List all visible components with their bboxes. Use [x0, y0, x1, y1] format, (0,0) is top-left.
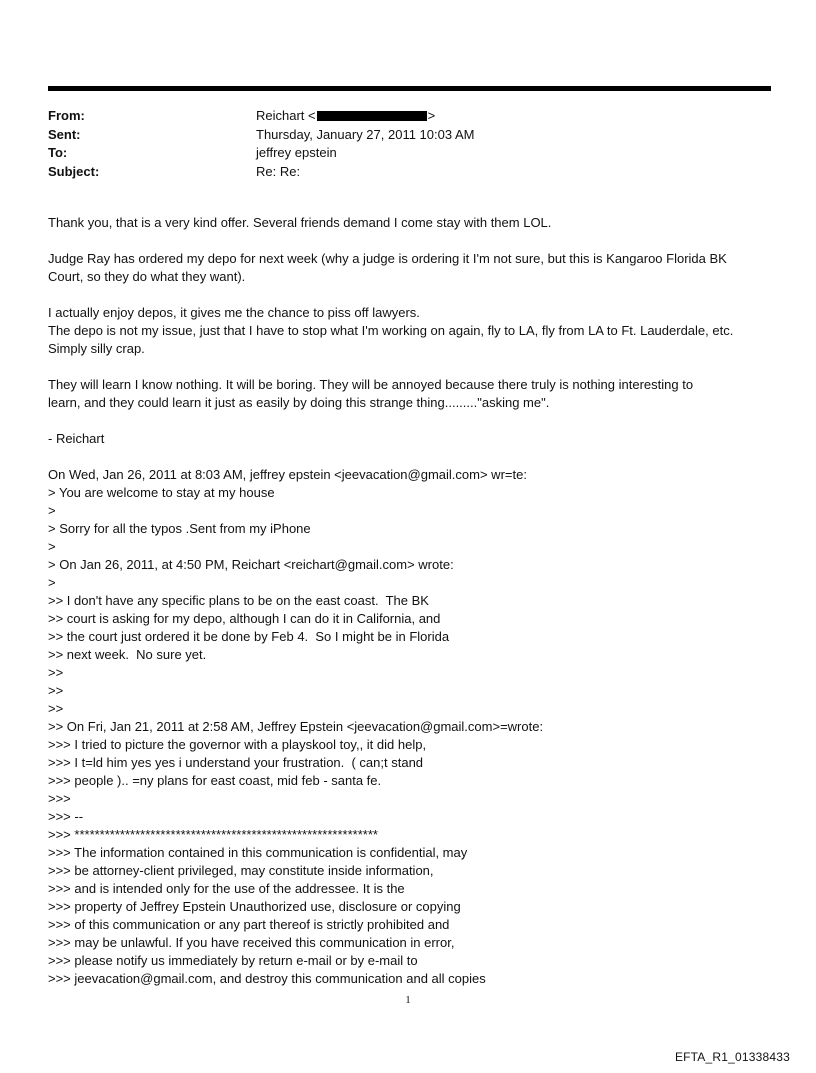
bates-number: EFTA_R1_01338433	[674, 1050, 790, 1064]
signature: - Reichart	[48, 431, 105, 446]
quote-line: >> court is asking for my depo, although I can do it in California, and	[48, 611, 441, 626]
quote-line: >> next week. No sure yet.	[48, 647, 207, 662]
redaction-bar	[317, 111, 427, 121]
subject-value: Re: Re:	[256, 163, 301, 179]
body-paragraph: Thank you, that is a very kind offer. Several friends demand I come stay with them LOL.	[48, 215, 552, 230]
quote-line: > On Jan 26, 2011, at 4:50 PM, Reichart <reichart@gmail.com> wrote:	[48, 557, 454, 572]
quote-line: >>> --	[48, 809, 84, 824]
from-label: From:	[48, 108, 85, 123]
from-name: Reichart <	[256, 108, 316, 123]
to-row	[48, 144, 475, 163]
subject-label: Subject:	[48, 163, 100, 179]
quote-line: >> On Fri, Jan 21, 2011 at 2:58 AM, Jeffrey Epstein <jeevacation@gmail.com>=wrote:	[48, 719, 544, 734]
quote-line: On Wed, Jan 26, 2011 at 8:03 AM, jeffrey epstein <jeevacation@gmail.com> wr=te:	[48, 467, 527, 482]
quote-line: >>>	[48, 791, 71, 806]
email-header	[48, 107, 475, 181]
body-paragraph: Judge Ray has ordered my depo for next week (why a judge is ordering it I'm not sure, but this is Kangaroo Florida BK Court, so they do what they want).	[48, 251, 727, 284]
quote-line: >>> property of Jeffrey Epstein Unauthorized use, disclosure or copying	[48, 899, 461, 914]
quote-line: >	[48, 539, 56, 554]
quote-line: >>> jeevacation@gmail.com, and destroy this communication and all copies	[48, 971, 486, 986]
body-paragraph: They will learn I know nothing. It will be boring. They will be annoyed because there truly is nothing interesting to learn, and they could learn it just as easily by doing this strange thing........."asking me".	[48, 377, 694, 410]
email-body	[48, 214, 768, 988]
from-value	[256, 107, 435, 126]
quote-line: >>	[48, 701, 64, 716]
quote-line: >>> The information contained in this communication is confidential, may	[48, 845, 468, 860]
quote-line: >> the court just ordered it be done by Feb 4. So I might be in Florida	[48, 629, 450, 644]
sent-row	[48, 126, 475, 145]
quote-line: > You are welcome to stay at my house	[48, 485, 275, 500]
quote-line: >>	[48, 683, 64, 698]
page-number: 1	[405, 994, 411, 1006]
body-paragraph: I actually enjoy depos, it gives me the chance to piss off lawyers. The depo is not my issue, just that I have to stop what I'm working on again, fly to LA, fly from LA to Ft. Lauderdale, etc. Simply silly crap.	[48, 305, 734, 356]
from-value-end: >	[427, 108, 436, 123]
quote-line: >>> be attorney-client privileged, may constitute inside information,	[48, 863, 434, 878]
quote-line: >>> of this communication or any part thereof is strictly prohibited and	[48, 917, 450, 932]
quote-line: >>> please notify us immediately by return e-mail or by e-mail to	[48, 953, 418, 968]
quote-line: >>> people ).. =ny plans for east coast, mid feb - santa fe.	[48, 773, 382, 788]
quoted-thread	[48, 466, 768, 988]
sent-label: Sent:	[48, 126, 81, 142]
quote-line: >>> I tried to picture the governor with a playskool toy,, it did help,	[48, 737, 427, 752]
to-label: To:	[48, 145, 68, 160]
quote-line: >>> I t=ld him yes yes i understand your frustration. ( can;t stand	[48, 755, 424, 770]
subject-row	[48, 163, 475, 182]
quote-line: > Sorry for all the typos .Sent from my iPhone	[48, 521, 311, 536]
quote-line: >	[48, 503, 56, 518]
quote-line: >	[48, 575, 56, 590]
quote-line: >>> may be unlawful. If you have received this communication in error,	[48, 935, 455, 950]
quote-line: >>	[48, 665, 64, 680]
quote-line: >>> and is intended only for the use of the addressee. It is the	[48, 881, 405, 896]
quote-line: >> I don't have any specific plans to be on the east coast. The BK	[48, 593, 429, 608]
header-rule	[48, 86, 771, 91]
from-row	[48, 107, 475, 126]
to-value: jeffrey epstein	[256, 145, 337, 160]
sent-value: Thursday, January 27, 2011 10:03 AM	[256, 126, 475, 142]
quote-line: >>> ************************************************************	[48, 827, 378, 842]
